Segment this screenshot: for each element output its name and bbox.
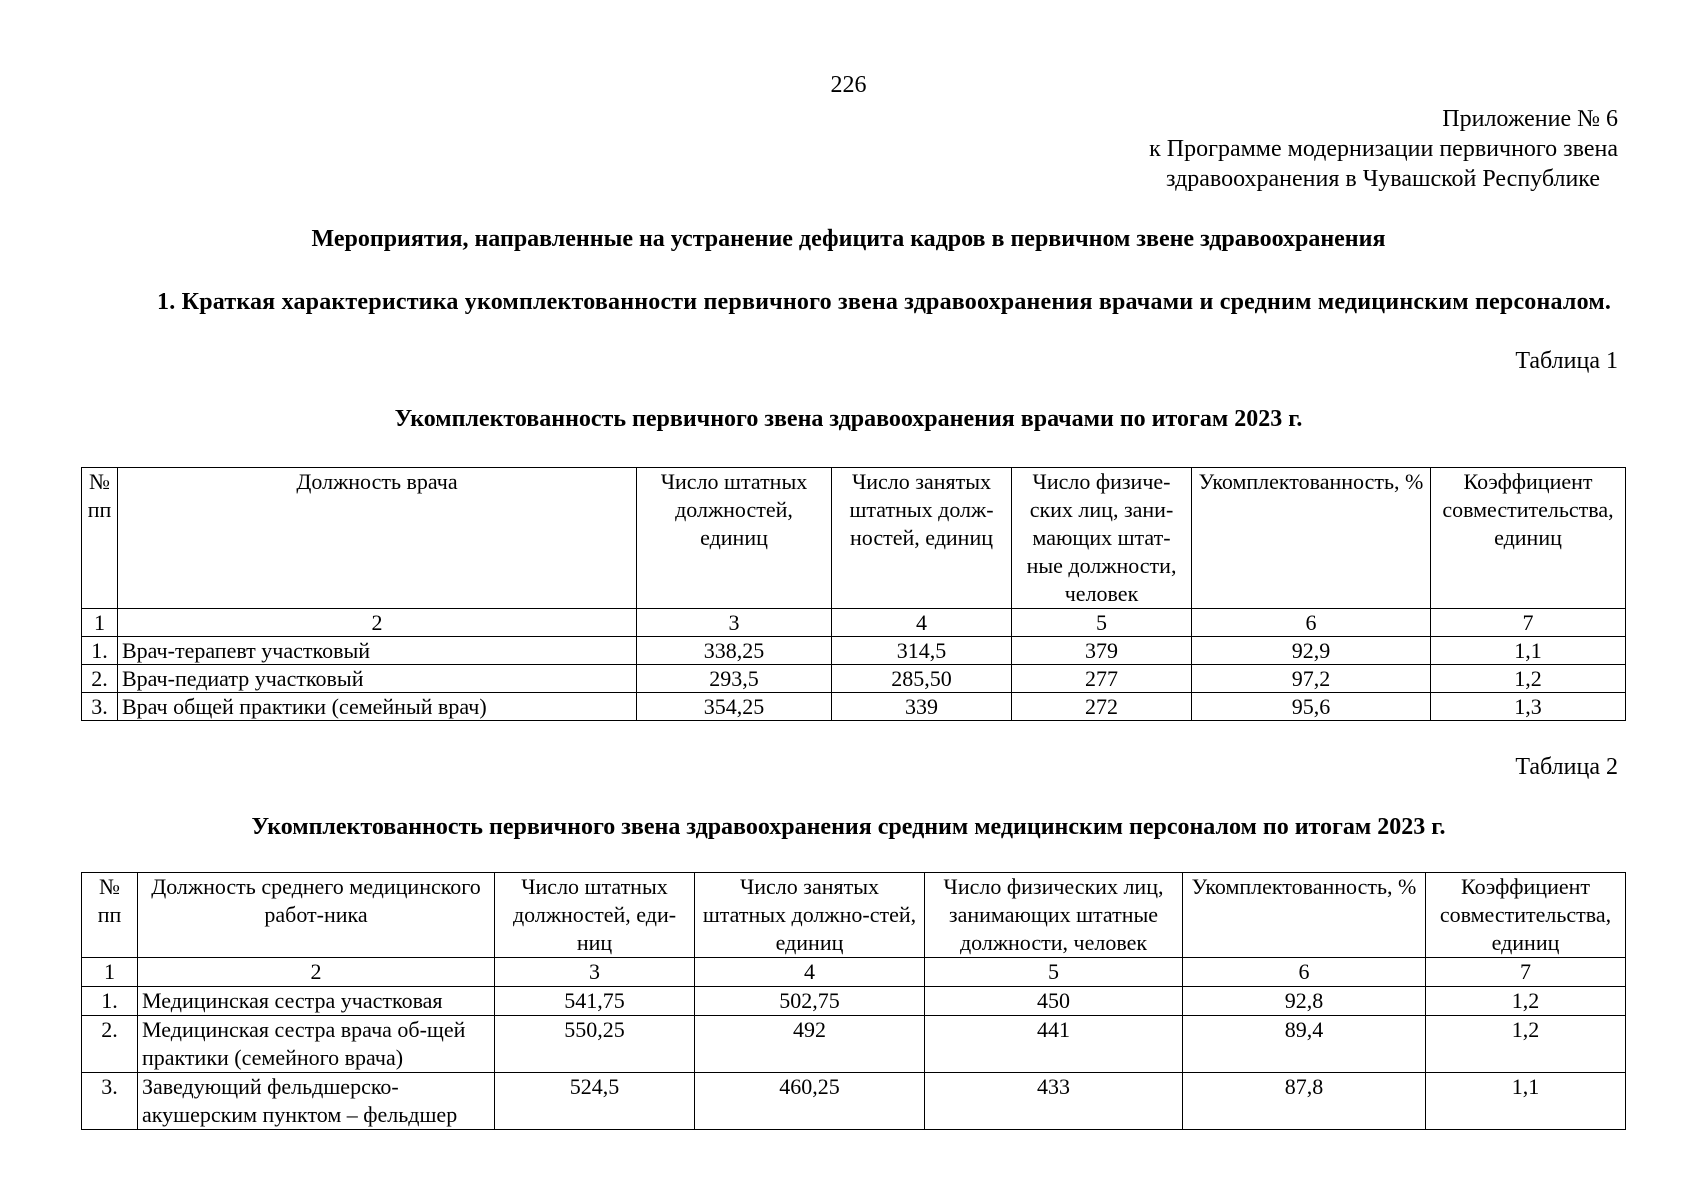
table1-label: Таблица 1 [1515, 348, 1618, 374]
table-row-cell: 492 [695, 1016, 925, 1073]
table-row-cell: 1,2 [1426, 1016, 1626, 1073]
table-row-cell: 1,1 [1426, 1073, 1626, 1130]
table-row [82, 693, 1626, 721]
table-header-row [82, 873, 1626, 958]
table-row-cell: 2. [82, 665, 118, 693]
table-row-cell: Врач-педиатр участковый [118, 665, 637, 693]
table1-title: Укомплектованность первичного звена здравоохранения врачами по итогам 2023 г. [394, 406, 1303, 432]
table-header-row-cell: Число физических лиц, занимающих штатные должности, человек [925, 873, 1183, 958]
column-number-row-cell: 4 [695, 958, 925, 987]
table-header-row-cell: Должность среднего медицинского работ-ника [138, 873, 495, 958]
table-row-cell: Медицинская сестра участковая [138, 987, 495, 1016]
table-header-row-cell: Укомплектованность, % [1192, 468, 1431, 609]
table-row-cell: 89,4 [1183, 1016, 1426, 1073]
table-row-cell: 1,2 [1426, 987, 1626, 1016]
column-number-row-cell: 3 [495, 958, 695, 987]
table-row-cell: 1,2 [1431, 665, 1626, 693]
table2-label: Таблица 2 [1515, 754, 1618, 780]
column-number-row-cell: 1 [82, 609, 118, 637]
table-row-cell: 450 [925, 987, 1183, 1016]
column-number-row-cell: 5 [925, 958, 1183, 987]
table-row-cell: 314,5 [832, 637, 1012, 665]
column-number-row-cell: 2 [118, 609, 637, 637]
table-row-cell: 92,9 [1192, 637, 1431, 665]
table-row-cell: Заведующий фельдшерско-акушерским пунктом – фельдшер [138, 1073, 495, 1130]
column-number-row-cell: 7 [1426, 958, 1626, 987]
table-header-row-cell: № пп [82, 873, 138, 958]
column-number-row-cell: 6 [1183, 958, 1426, 987]
table-header-row-cell: Число штатных должностей, еди-ниц [495, 873, 695, 958]
table-row [82, 665, 1626, 693]
table-header-row-cell: № пп [82, 468, 118, 609]
table-row-cell: Врач общей практики (семейный врач) [118, 693, 637, 721]
table-row-cell: 1. [82, 637, 118, 665]
table-doctors-staffing [81, 467, 1626, 721]
table-row-cell: 550,25 [495, 1016, 695, 1073]
column-number-row-cell: 2 [138, 958, 495, 987]
table-row [82, 1016, 1626, 1073]
column-number-row-cell: 3 [637, 609, 832, 637]
table-row-cell: 3. [82, 1073, 138, 1130]
document-title: Мероприятия, направленные на устранение дефицита кадров в первичном звене здравоохранения [311, 226, 1386, 252]
table-row-cell: Врач-терапевт участковый [118, 637, 637, 665]
table2-title: Укомплектованность первичного звена здравоохранения средним медицинским персоналом по итогам 2023 г. [251, 814, 1446, 840]
table-row-cell: 441 [925, 1016, 1183, 1073]
table-row-cell: 354,25 [637, 693, 832, 721]
table-row-cell: 3. [82, 693, 118, 721]
table-header-row-cell: Укомплектованность, % [1183, 873, 1426, 958]
appendix-note [1149, 104, 1618, 194]
column-number-row-cell: 7 [1431, 609, 1626, 637]
table-row-cell: 1,3 [1431, 693, 1626, 721]
table-header-row-cell: Число занятых штатных должно-стей, единиц [695, 873, 925, 958]
table-header-row [82, 468, 1626, 609]
column-number-row-cell: 5 [1012, 609, 1192, 637]
table-header-row-cell: Должность врача [118, 468, 637, 609]
table-header-row-cell: Число занятых штатных долж-ностей, единиц [832, 468, 1012, 609]
table-row-cell: Медицинская сестра врача об-щей практики (семейного врача) [138, 1016, 495, 1073]
table-header-row-cell: Коэффициент совместительства, единиц [1426, 873, 1626, 958]
table-row-cell: 502,75 [695, 987, 925, 1016]
table-row-cell: 524,5 [495, 1073, 695, 1130]
column-number-row-cell: 1 [82, 958, 138, 987]
column-number-row [82, 609, 1626, 637]
table-row-cell: 293,5 [637, 665, 832, 693]
table-row-cell: 460,25 [695, 1073, 925, 1130]
table-row-cell: 272 [1012, 693, 1192, 721]
table-row-cell: 97,2 [1192, 665, 1431, 693]
table-row-cell: 2. [82, 1016, 138, 1073]
table-row-cell: 87,8 [1183, 1073, 1426, 1130]
table-row-cell: 1. [82, 987, 138, 1016]
table-row-cell: 541,75 [495, 987, 695, 1016]
appendix-line-1: Приложение № 6 [1442, 106, 1618, 132]
table-row-cell: 95,6 [1192, 693, 1431, 721]
table-header-row-cell: Число штатных должностей, единиц [637, 468, 832, 609]
appendix-line-2: к Программе модернизации первичного звена [1149, 136, 1618, 162]
table-row [82, 987, 1626, 1016]
table-row-cell: 433 [925, 1073, 1183, 1130]
table-header-row-cell: Коэффициент совместительства, единиц [1431, 468, 1626, 609]
appendix-line-3: здравоохранения в Чувашской Республике [1166, 166, 1600, 192]
table-row [82, 637, 1626, 665]
table-row-cell: 1,1 [1431, 637, 1626, 665]
table-row-cell: 338,25 [637, 637, 832, 665]
table-row-cell: 339 [832, 693, 1012, 721]
table-row-cell: 379 [1012, 637, 1192, 665]
column-number-row-cell: 4 [832, 609, 1012, 637]
table-row-cell: 277 [1012, 665, 1192, 693]
table-row-cell: 92,8 [1183, 987, 1426, 1016]
section-heading: 1. Краткая характеристика укомплектованности первичного звена здравоохранения врачами и средним медицинским персоналом. [157, 289, 1612, 315]
table-row [82, 1073, 1626, 1130]
page-number: 226 [830, 72, 867, 98]
table-header-row-cell: Число физиче-ских лиц, зани-мающих штат-ные должности, человек [1012, 468, 1192, 609]
table-nurses-staffing [81, 872, 1626, 1130]
column-number-row [82, 958, 1626, 987]
column-number-row-cell: 6 [1192, 609, 1431, 637]
table-row-cell: 285,50 [832, 665, 1012, 693]
